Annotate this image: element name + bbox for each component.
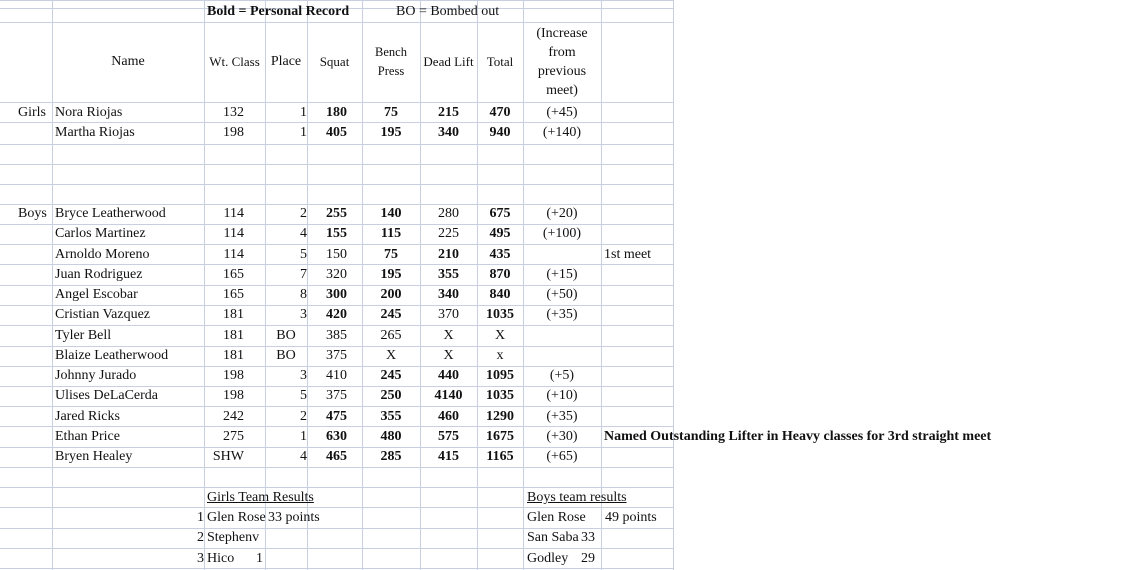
- place: 1: [300, 428, 307, 444]
- weight-class: 242: [223, 408, 244, 424]
- total-value: 940: [489, 125, 511, 141]
- lifter-note: 1st meet: [604, 246, 652, 262]
- girls-team-rank: 2: [197, 530, 204, 546]
- increase-value: (+15): [546, 266, 578, 282]
- bench-value: 265: [380, 327, 402, 343]
- lifter-name: Ethan Price: [55, 428, 120, 444]
- place: 5: [300, 246, 307, 262]
- header-bench-line: Bench: [375, 45, 407, 59]
- boys-team-points: 29: [581, 550, 595, 566]
- weight-class: 275: [223, 428, 244, 444]
- legend-bombed-out: BO = Bombed out: [396, 4, 500, 19]
- bench-value: 75: [384, 105, 398, 120]
- increase-value: (+35): [546, 408, 578, 424]
- deadlift-value: 4140: [434, 388, 463, 404]
- header-bench-press: [362, 43, 420, 81]
- deadlift-value: 340: [438, 125, 459, 141]
- weight-class: 114: [223, 246, 244, 262]
- grid-line: [0, 22, 674, 23]
- weight-class: 198: [223, 368, 244, 383]
- header-increase-line: from: [548, 45, 576, 60]
- deadlift-value: 370: [438, 307, 459, 323]
- squat-value: 375: [326, 347, 347, 363]
- total-value: 675: [489, 206, 511, 221]
- boys-team-school: Godley: [527, 550, 569, 566]
- deadlift-value: 440: [438, 368, 459, 383]
- squat-value: 465: [326, 449, 347, 464]
- weight-class: 181: [223, 327, 244, 343]
- place: 2: [300, 408, 307, 424]
- squat-value: 630: [326, 428, 347, 444]
- weight-class: 165: [223, 287, 244, 302]
- squat-value: 150: [326, 246, 347, 262]
- deadlift-value: X: [443, 347, 454, 363]
- total-value: 1165: [486, 449, 514, 464]
- header-press-line: Press: [377, 64, 405, 78]
- header-increase-line: previous: [537, 64, 587, 79]
- total-value: 1675: [486, 428, 514, 444]
- deadlift-value: 280: [438, 206, 459, 221]
- bench-value: 245: [380, 368, 402, 383]
- deadlift-value: X: [443, 327, 454, 343]
- lifter-name: Johnny Jurado: [55, 368, 137, 383]
- lifter-name: Carlos Martinez: [55, 226, 146, 242]
- total-value: X: [494, 327, 506, 343]
- lifter-name: Angel Escobar: [55, 287, 138, 302]
- header-deadlift: Dead Lift: [423, 54, 474, 69]
- squat-value: 180: [326, 105, 347, 120]
- squat-value: 410: [326, 368, 347, 383]
- deadlift-value: 210: [438, 246, 459, 262]
- total-value: 435: [489, 246, 511, 262]
- lifter-name: Tyler Bell: [55, 327, 112, 343]
- girls-team-points: 1: [256, 550, 263, 566]
- total-value: 840: [489, 287, 511, 302]
- squat-value: 420: [326, 307, 347, 323]
- weight-class: 198: [223, 388, 244, 404]
- header-squat: Squat: [319, 54, 350, 69]
- girls-team-school: Stephenv: [207, 530, 260, 546]
- place: 3: [300, 307, 307, 323]
- squat-value: 475: [326, 408, 347, 424]
- place: BO: [276, 327, 296, 343]
- bench-value: X: [385, 347, 397, 363]
- grid-line: [0, 184, 674, 185]
- deadlift-value: 415: [438, 449, 459, 464]
- place: 5: [300, 388, 307, 404]
- total-value: 1095: [486, 368, 514, 383]
- girls-team-school: Hico: [207, 550, 235, 566]
- place: 2: [300, 206, 307, 221]
- lifter-name: Jared Ricks: [55, 408, 120, 424]
- place: 3: [300, 368, 307, 383]
- deadlift-value: 215: [438, 105, 459, 120]
- increase-value: (+100): [542, 226, 582, 242]
- lifter-name: Bryce Leatherwood: [55, 206, 166, 221]
- deadlift-value: 575: [438, 428, 459, 444]
- increase-value: (+45): [546, 105, 578, 120]
- deadlift-value: 460: [438, 408, 459, 424]
- bench-value: 250: [380, 388, 402, 404]
- place: 1: [300, 105, 307, 120]
- lifter-name: Ulises DeLaCerda: [55, 388, 159, 404]
- lifter-name: Martha Riojas: [55, 125, 135, 141]
- girls-team-school: Glen Rose: [207, 510, 266, 525]
- lifter-name: Juan Rodriguez: [55, 266, 143, 282]
- squat-value: 155: [326, 226, 347, 242]
- weight-class: SHW: [212, 449, 244, 464]
- total-value: x: [496, 347, 504, 363]
- squat-value: 300: [326, 287, 347, 302]
- girls-team-title: Girls Team Results: [207, 490, 314, 505]
- place: 8: [300, 287, 307, 302]
- squat-value: 405: [326, 125, 347, 141]
- girls-label: Girls: [18, 105, 46, 120]
- grid-line: [0, 467, 674, 468]
- bench-value: 195: [380, 125, 402, 141]
- boys-team-points: 33: [581, 530, 595, 546]
- boys-team-school: Glen Rose: [527, 510, 586, 525]
- bench-value: 140: [380, 206, 402, 221]
- total-value: 470: [489, 105, 511, 120]
- squat-value: 255: [326, 206, 347, 221]
- increase-value: (+65): [546, 449, 578, 464]
- weight-class: 114: [223, 206, 244, 221]
- header-increase-line: (Increase: [536, 26, 588, 41]
- increase-value: (+140): [542, 125, 582, 141]
- bench-value: 480: [380, 428, 402, 444]
- header-increase-line: meet): [546, 83, 578, 98]
- weight-class: 114: [223, 226, 244, 242]
- lifter-name: Bryen Healey: [55, 449, 133, 464]
- bench-value: 75: [384, 246, 398, 262]
- increase-value: (+50): [546, 287, 578, 302]
- total-value: 1035: [486, 388, 514, 404]
- header-total: Total: [486, 54, 514, 69]
- total-value: 1290: [486, 408, 514, 424]
- total-value: 870: [489, 266, 511, 282]
- girls-team-rank: 1: [197, 510, 204, 525]
- grid-line: [0, 0, 674, 1]
- lifter-name: Blaize Leatherwood: [55, 347, 169, 363]
- weight-class: 132: [223, 105, 244, 120]
- deadlift-value: 225: [438, 226, 459, 242]
- bench-value: 355: [380, 408, 402, 424]
- increase-value: (+20): [546, 206, 578, 221]
- grid-line: [0, 568, 674, 569]
- boys-team-points: 49 points: [605, 510, 657, 525]
- place: 4: [300, 449, 307, 464]
- weight-class: 181: [223, 347, 244, 363]
- increase-value: (+10): [546, 388, 578, 404]
- total-value: 495: [489, 226, 511, 242]
- header-wt-class: Wt. Class: [209, 54, 260, 69]
- place: 4: [300, 226, 307, 242]
- place: 1: [300, 125, 307, 141]
- place: BO: [276, 347, 296, 363]
- deadlift-value: 340: [438, 287, 459, 302]
- boys-team-school: San Saba: [527, 530, 579, 546]
- weight-class: 198: [223, 125, 244, 141]
- legend-bold: Bold = Personal Record: [207, 4, 350, 19]
- bench-value: 285: [380, 449, 402, 464]
- header-name: Name: [111, 54, 145, 69]
- girls-team-points: 33 points: [268, 510, 320, 525]
- squat-value: 385: [326, 327, 347, 343]
- deadlift-value: 355: [438, 266, 459, 282]
- girls-team-rank: 3: [197, 550, 204, 566]
- grid-line: [0, 164, 674, 165]
- bench-value: 195: [380, 266, 402, 282]
- bench-value: 245: [380, 307, 402, 323]
- lifter-name: Cristian Vazquez: [55, 307, 150, 323]
- squat-value: 375: [326, 388, 347, 404]
- header-increase: [523, 24, 601, 100]
- boys-team-title: Boys team results: [527, 490, 627, 505]
- boys-label: Boys: [18, 206, 47, 221]
- lifter-name: Arnoldo Moreno: [55, 246, 150, 262]
- increase-value: (+35): [546, 307, 578, 323]
- place: 7: [300, 266, 307, 282]
- increase-value: (+5): [549, 368, 575, 383]
- bench-value: 115: [380, 226, 402, 242]
- weight-class: 165: [223, 266, 244, 282]
- header-place: Place: [270, 54, 302, 69]
- weight-class: 181: [223, 307, 244, 323]
- bench-value: 200: [380, 287, 402, 302]
- increase-value: (+30): [546, 428, 578, 444]
- squat-value: 320: [326, 266, 347, 282]
- total-value: 1035: [486, 307, 514, 323]
- lifter-note: Named Outstanding Lifter in Heavy classes for 3rd straight meet: [604, 428, 992, 444]
- grid-line: [0, 144, 674, 145]
- lifter-name: Nora Riojas: [55, 105, 123, 120]
